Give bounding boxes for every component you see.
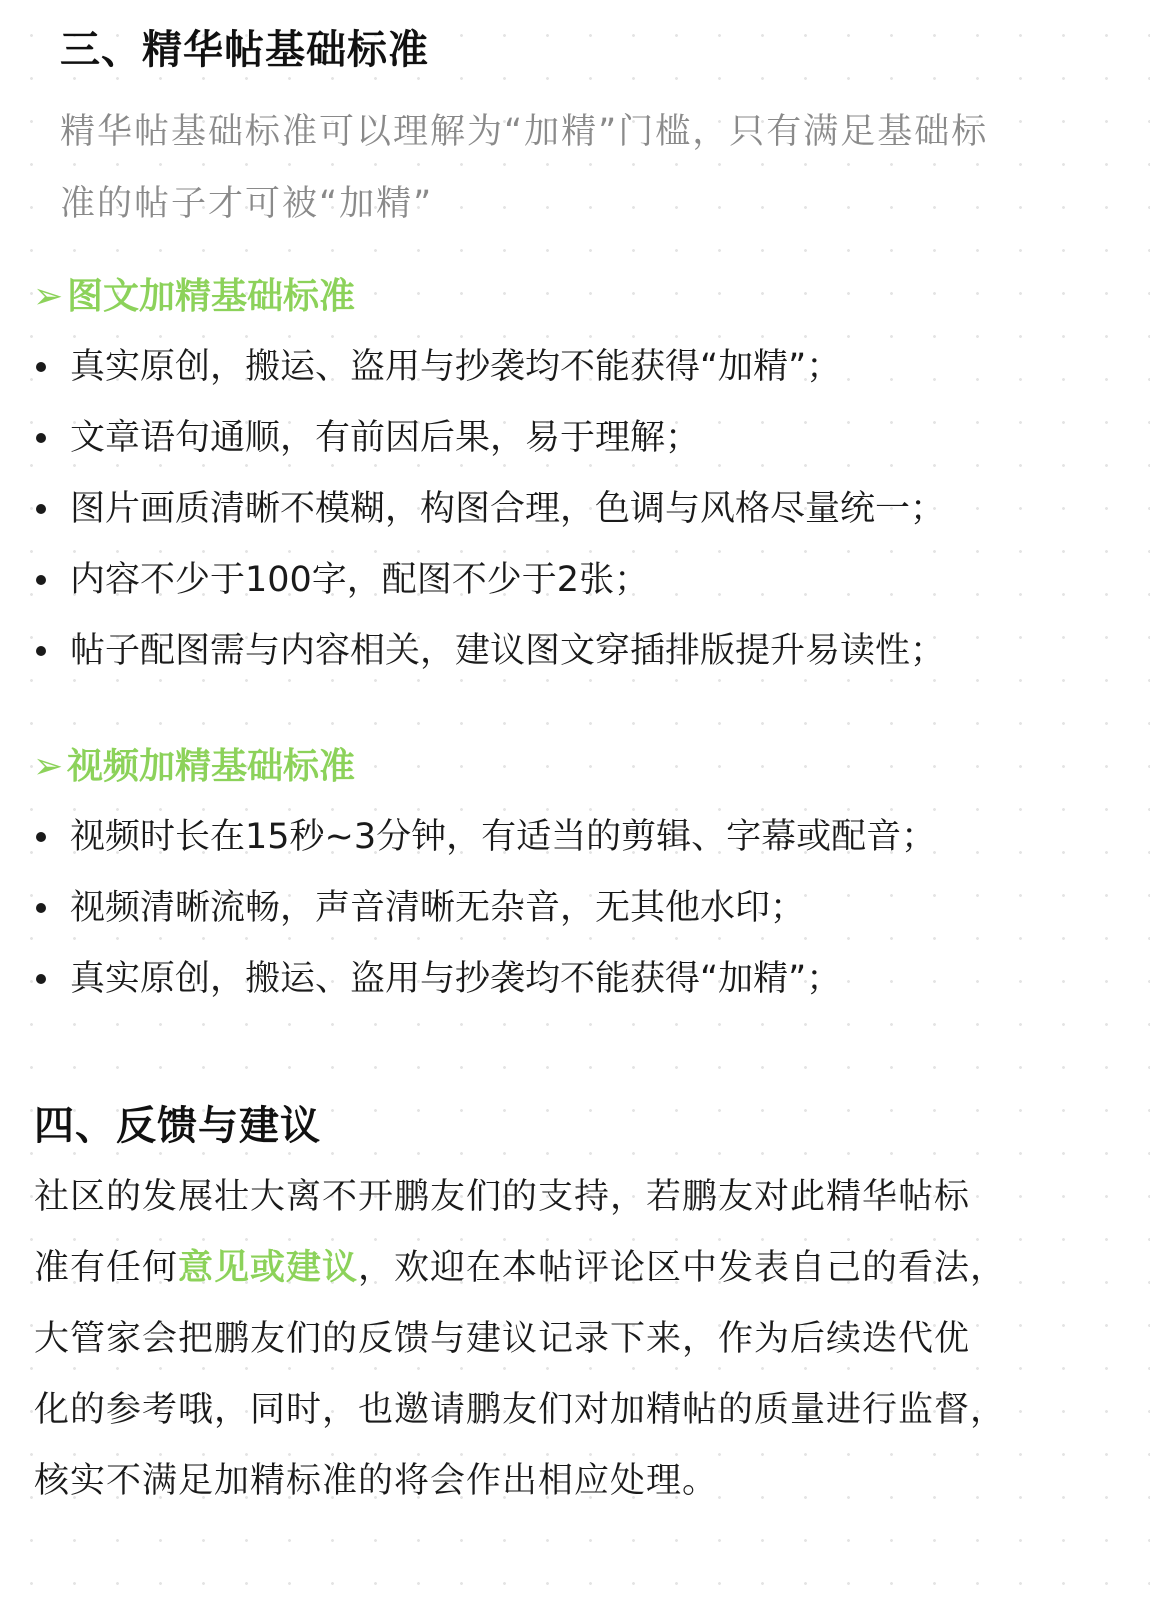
feedback-paragraph bbox=[34, 1162, 1114, 1517]
list-item-text: 视频时长在15秒~3分钟，有适当的剪辑、字幕或配音； bbox=[70, 817, 937, 857]
intro-line: 准的帖子才可被“加精” bbox=[60, 184, 434, 224]
section-4-title: 四、反馈与建议 bbox=[34, 1103, 321, 1149]
list-item-text: 真实原创，搬运、盗用与抄袭均不能获得“加精”； bbox=[70, 347, 842, 387]
bullet-icon bbox=[36, 575, 46, 585]
list-item bbox=[34, 332, 945, 403]
section-3-title: 三、精华帖基础标准 bbox=[60, 27, 429, 73]
paragraph-text: ，欢迎在本帖评论区中发表自己的看法， bbox=[358, 1248, 1007, 1288]
list-item-text: 内容不少于100字，配图不少于2张； bbox=[70, 560, 650, 600]
image-text-standard-heading bbox=[33, 272, 355, 322]
video-standard-heading bbox=[33, 742, 355, 792]
list-item bbox=[34, 545, 945, 616]
list-item-text: 视频清晰流畅，声音清晰无杂音，无其他水印； bbox=[70, 888, 806, 928]
bullet-icon bbox=[36, 903, 46, 913]
list-item bbox=[34, 944, 936, 1015]
list-item bbox=[34, 474, 945, 545]
list-item bbox=[34, 616, 945, 687]
paragraph-line: 大管家会把鹏友们的反馈与建议记录下来，作为后续迭代优 bbox=[34, 1319, 971, 1359]
bullet-icon bbox=[36, 646, 46, 656]
paragraph-line bbox=[34, 1233, 1114, 1304]
list-item-text: 帖子配图需与内容相关，建议图文穿插排版提升易读性； bbox=[70, 631, 946, 671]
paragraph-line: 社区的发展壮大离不开鹏友们的支持，若鹏友对此精华帖标 bbox=[34, 1177, 971, 1217]
list-item bbox=[34, 403, 945, 474]
bullet-icon bbox=[36, 832, 46, 842]
video-standard-list bbox=[34, 802, 936, 1015]
list-item-text: 图片画质清晰不模糊，构图合理，色调与风格尽量统一； bbox=[70, 489, 946, 529]
intro-line: 精华帖基础标准可以理解为“加精”门槛，只有满足基础标 bbox=[60, 112, 989, 152]
bullet-icon bbox=[36, 504, 46, 514]
list-item bbox=[34, 802, 936, 873]
paragraph-line: 核实不满足加精标准的将会作出相应处理。 bbox=[34, 1461, 719, 1501]
arrow-right-icon: ➢ bbox=[33, 276, 64, 317]
list-item-text: 文章语句通顺，有前因后果，易于理解； bbox=[70, 418, 701, 458]
paragraph-line: 化的参考哦，同时，也邀请鹏友们对加精帖的质量进行监督， bbox=[34, 1390, 1007, 1430]
video-standard-title: 视频加精基础标准 bbox=[67, 746, 356, 787]
list-item-text: 真实原创，搬运、盗用与抄袭均不能获得“加精”； bbox=[70, 959, 842, 999]
list-item bbox=[34, 873, 936, 944]
arrow-right-icon: ➢ bbox=[33, 746, 64, 787]
bullet-icon bbox=[36, 433, 46, 443]
paragraph-text: 准有任何 bbox=[34, 1248, 179, 1288]
section-3-intro bbox=[60, 96, 1130, 240]
highlight-text: 意见或建议 bbox=[178, 1248, 359, 1288]
bullet-icon bbox=[36, 974, 46, 984]
image-text-standard-title: 图文加精基础标准 bbox=[67, 276, 356, 317]
bullet-icon bbox=[36, 362, 46, 372]
image-text-standard-list bbox=[34, 332, 945, 687]
